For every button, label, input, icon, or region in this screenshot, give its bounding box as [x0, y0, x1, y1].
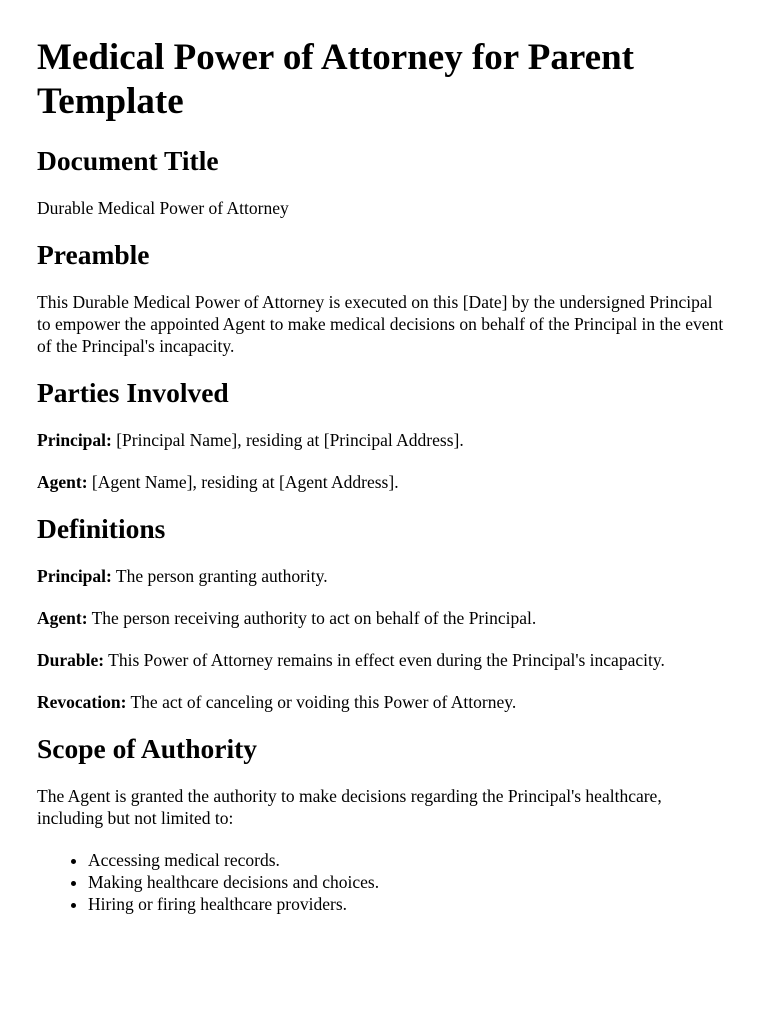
list-item: • Accessing medical records.: [88, 849, 730, 871]
definition-term: Revocation:: [37, 692, 127, 712]
party-principal-text: [Principal Name], residing at [Principal Address].: [111, 430, 464, 450]
definition-term: Agent:: [37, 608, 88, 628]
party-agent-label: Agent:: [37, 472, 88, 492]
party-agent-text: [Agent Name], residing at [Agent Address].: [87, 472, 399, 492]
scope-intro: The Agent is granted the authority to make decisions regarding the Principal's healthcare, including but not limited to:: [37, 786, 662, 828]
party-principal: [37, 429, 730, 451]
definition-text: The person granting authority.: [111, 566, 328, 586]
party-agent: [37, 471, 730, 493]
section-heading-definitions: Definitions: [37, 513, 166, 544]
definition-text: The act of canceling or voiding this Power of Attorney.: [126, 692, 517, 712]
preamble-text: This Durable Medical Power of Attorney is executed on this [Date] by the undersigned Principal to empower the appointed Agent to make medical decisions on behalf of the Principal in the event of the Principal's incapacity.: [37, 292, 724, 356]
section-scope: [37, 733, 730, 915]
list-item: • Making healthcare decisions and choices.: [88, 871, 730, 893]
section-heading-document-title: Document Title: [37, 145, 219, 176]
definition-term: Durable:: [37, 650, 105, 670]
section-heading-parties: Parties Involved: [37, 377, 229, 408]
scope-list: [37, 849, 730, 915]
section-parties: [37, 377, 730, 493]
list-item: • Hiring or firing healthcare providers.: [88, 893, 730, 915]
definition-item: [37, 607, 730, 629]
definition-text: The person receiving authority to act on behalf of the Principal.: [87, 608, 537, 628]
document-main-title: Medical Power of Attorney for Parent Template: [37, 37, 634, 122]
definition-item: [37, 691, 730, 713]
section-heading-preamble: Preamble: [37, 239, 150, 270]
section-document-title: [37, 145, 730, 219]
document-title-text: Durable Medical Power of Attorney: [37, 198, 289, 218]
section-heading-scope: Scope of Authority: [37, 733, 257, 764]
definition-item: [37, 649, 730, 671]
section-preamble: [37, 239, 730, 357]
party-principal-label: Principal:: [37, 430, 112, 450]
section-definitions: [37, 513, 730, 713]
definition-term: Principal:: [37, 566, 112, 586]
definition-item: [37, 565, 730, 587]
definition-text: This Power of Attorney remains in effect even during the Principal's incapacity.: [104, 650, 665, 670]
